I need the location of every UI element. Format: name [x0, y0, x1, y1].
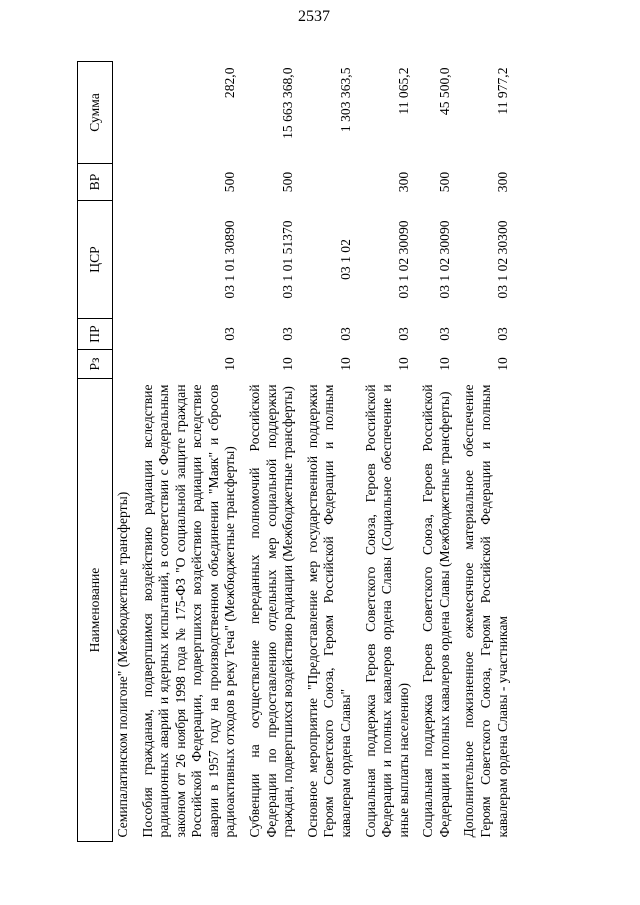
- row-name: Субвенции на осуществление переданных полномочий Российской Федерации по предоставлению отдельных мер социальной поддержки граждан, подвергшихся воздействию радиации (Межбюджетные трансферты): [247, 384, 296, 838]
- table-row: [455, 62, 513, 842]
- table-row: [357, 62, 415, 842]
- row-name: Социальная поддержка Героев Советского Союза, Героев Российской Федерации и полных кавалеров ордена Славы (Социальное обеспечение и иные выплаты населению): [362, 384, 411, 838]
- rotated-content: [77, 62, 593, 842]
- row-rz: 10: [436, 357, 452, 371]
- table-row: [299, 62, 357, 842]
- row-vr: 500: [222, 171, 238, 193]
- row-vr: 300: [395, 171, 411, 193]
- row-csr: [113, 201, 134, 319]
- row-pr: 03: [222, 327, 238, 341]
- row-sum: 11 977,2: [494, 67, 510, 115]
- row-name: Семипалатинском полигоне" (Межбюджетные трансферты): [115, 491, 130, 838]
- header-rz: Рз: [78, 350, 113, 379]
- header-pr: ПР: [78, 319, 113, 350]
- row-name: Дополнительное пожизненное ежемесячное материальное обеспечение Героям Советского Союза, Героям Российской Федерации и полным кавалерам ордена Славы - участникам: [461, 384, 510, 838]
- header-sum: Сумма: [78, 62, 113, 164]
- row-rz: 10: [494, 357, 510, 371]
- row-csr: 03 1 02 30090: [436, 220, 452, 299]
- row-name: Основное мероприятие "Предоставление мер государственной поддержки Героям Советского Союза, Героям Российской Федерации и полным кавалерам ордена Славы": [304, 384, 353, 838]
- header-vr: ВР: [78, 164, 113, 201]
- row-rz: [113, 350, 134, 379]
- row-sum: 11 065,2: [395, 67, 411, 115]
- row-pr: 03: [280, 327, 296, 341]
- row-pr: 03: [337, 327, 353, 341]
- row-pr: 03: [494, 327, 510, 341]
- row-csr: 03 1 01 30890: [222, 220, 238, 299]
- row-rz: 10: [222, 357, 238, 371]
- row-rz: 10: [280, 357, 296, 371]
- table-row: [241, 62, 299, 842]
- row-vr: 300: [494, 171, 510, 193]
- row-vr: 500: [280, 171, 296, 193]
- table-row: [134, 62, 241, 842]
- header-csr: ЦСР: [78, 201, 113, 319]
- row-pr: [113, 319, 134, 350]
- page-number: 2537: [298, 8, 330, 25]
- header-name: Наименование: [78, 379, 113, 842]
- row-sum: [113, 62, 134, 164]
- row-pr: 03: [436, 327, 452, 341]
- row-sum: 45 500,0: [436, 67, 452, 116]
- row-csr: 03 1 02 30090: [395, 220, 411, 299]
- row-vr: 500: [436, 171, 452, 193]
- row-sum: 15 663 368,0: [280, 67, 296, 139]
- row-csr: 03 1 02: [337, 239, 353, 280]
- row-name: Социальная поддержка Героев Советского Союза, Героев Российской Федерации и полных кавалеров ордена Славы (Межбюджетные трансферты): [420, 384, 452, 838]
- row-sum: 282,0: [222, 67, 238, 99]
- row-pr: 03: [395, 327, 411, 341]
- table-row: [414, 62, 455, 842]
- row-csr: 03 1 02 30300: [494, 220, 510, 299]
- table-header-row: [78, 62, 113, 842]
- rotated-page-region: [77, 62, 593, 842]
- row-csr: 03 1 01 51370: [280, 220, 296, 299]
- row-vr: [299, 164, 357, 201]
- row-vr: [113, 164, 134, 201]
- row-name: Пособия гражданам, подвергшимся воздействию радиации вследствие радиационных аварий и ядерных испытаний, в соответствии с Федеральным законом от 26 ноября 1998 года № 175-ФЗ "О социальной защите граждан Российской Федерации, подвергшихся воздействию радиации вследствие аварии в 1957 году на производственном объединении "Маяк" и сбросов радиоактивных отходов в реку Теча" (Межбюджетные трансферты): [139, 384, 238, 838]
- row-rz: 10: [395, 357, 411, 371]
- table-row: [113, 62, 134, 842]
- row-rz: 10: [337, 357, 353, 371]
- budget-table: [77, 61, 513, 842]
- row-sum: 1 303 363,5: [337, 67, 353, 133]
